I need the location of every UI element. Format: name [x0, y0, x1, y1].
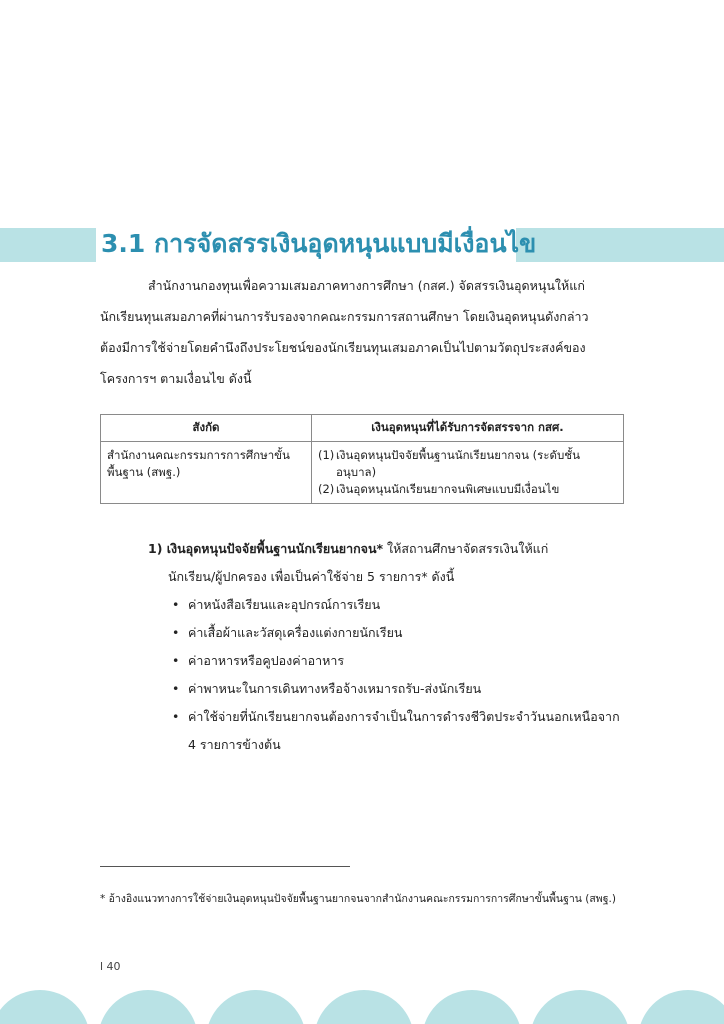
wave-circle: [206, 990, 306, 1024]
section-1-lead-text: ให้สถานศึกษาจัดสรรเงินให้แก่: [383, 541, 549, 556]
wave-circle: [98, 990, 198, 1024]
wave-circle: [422, 990, 522, 1024]
table-cell-allocations: [312, 442, 624, 504]
wave-circle: [314, 990, 414, 1024]
footnote: * อ้างอิงแนวทางการใช้จ่ายเงินอุดหนุนปัจจัยพื้นฐานยากจนจากสำนักงานคณะกรรมการการศึกษาขั้นพื้นฐาน (สพฐ.): [100, 893, 616, 905]
allocation-item-number: (1): [318, 448, 335, 462]
list-item: • ค่าหนังสือเรียนและอุปกรณ์การเรียน: [172, 591, 626, 619]
wave-decoration: [0, 988, 724, 1024]
allocation-item-number: (2): [318, 482, 335, 496]
section-heading: 3.1 การจัดสรรเงินอุดหนุนแบบมีเงื่อนไข: [101, 229, 537, 258]
list-item: • ค่าเสื้อผ้าและวัสดุเครื่องแต่งกายนักเรียน: [172, 619, 626, 647]
wave-circle: [530, 990, 630, 1024]
list-item: • ค่าอาหารหรือคูปองค่าอาหาร: [172, 647, 626, 675]
allocation-item-text: เงินอุดหนุนปัจจัยพื้นฐานนักเรียนยากจน (ระดับชั้นอนุบาล): [336, 448, 580, 479]
paragraph-line: โครงการฯ ตามเงื่อนไข ดังนี้: [100, 371, 252, 386]
expense-list: [148, 591, 626, 759]
paragraph-line: สำนักงานกองทุนเพื่อความเสมอภาคทางการศึกษา (กสศ.) จัดสรรเงินอุดหนุนให้แก่: [148, 278, 585, 293]
table-header-allocation: เงินอุดหนุนที่ได้รับการจัดสรรจาก กสศ.: [312, 415, 624, 442]
section-1-title: 1) เงินอุดหนุนปัจจัยพื้นฐานนักเรียนยากจน*: [148, 541, 384, 556]
table-row: [101, 442, 624, 504]
page-number: l 40: [100, 960, 121, 973]
footnote-divider: [100, 866, 350, 867]
allocation-item: [318, 447, 617, 481]
section-1-lead-line2: นักเรียน/ผู้ปกครอง เพื่อเป็นค่าใช้จ่าย 5 รายการ* ดังนี้: [168, 569, 455, 584]
wave-circle: [638, 990, 724, 1024]
list-item: • ค่าใช้จ่ายที่นักเรียนยากจนต้องการจำเป็นในการดำรงชีวิตประจำวันนอกเหนือจาก 4 รายการข้างต้น: [172, 703, 626, 759]
paragraph-line: นักเรียนทุนเสมอภาคที่ผ่านการรับรองจากคณะกรรมการสถานศึกษา โดยเงินอุดหนุนดังกล่าว: [100, 309, 589, 324]
table-cell-agency: สำนักงานคณะกรรมการการศึกษาขั้นพื้นฐาน (สพฐ.): [101, 442, 312, 504]
section-1: [148, 535, 626, 759]
table-header-agency: สังกัด: [101, 415, 312, 442]
allocation-item: [318, 481, 617, 498]
allocation-item-text: เงินอุดหนุนนักเรียนยากจนพิเศษแบบมีเงื่อนไข: [336, 482, 560, 496]
heading-band-right: [516, 228, 724, 262]
paragraph-line: ต้องมีการใช้จ่ายโดยคำนึงถึงประโยชน์ของนักเรียนทุนเสมอภาคเป็นไปตามวัตถุประสงค์ของ: [100, 340, 586, 355]
intro-paragraph: [100, 270, 625, 394]
heading-band-left: [0, 228, 96, 262]
table-header-row: [101, 415, 624, 442]
list-item: • ค่าพาหนะในการเดินทางหรือจ้างเหมารถรับ-ส่งนักเรียน: [172, 675, 626, 703]
allocation-table: [100, 414, 624, 504]
section-1-lead: [148, 535, 626, 563]
wave-circle: [0, 990, 90, 1024]
